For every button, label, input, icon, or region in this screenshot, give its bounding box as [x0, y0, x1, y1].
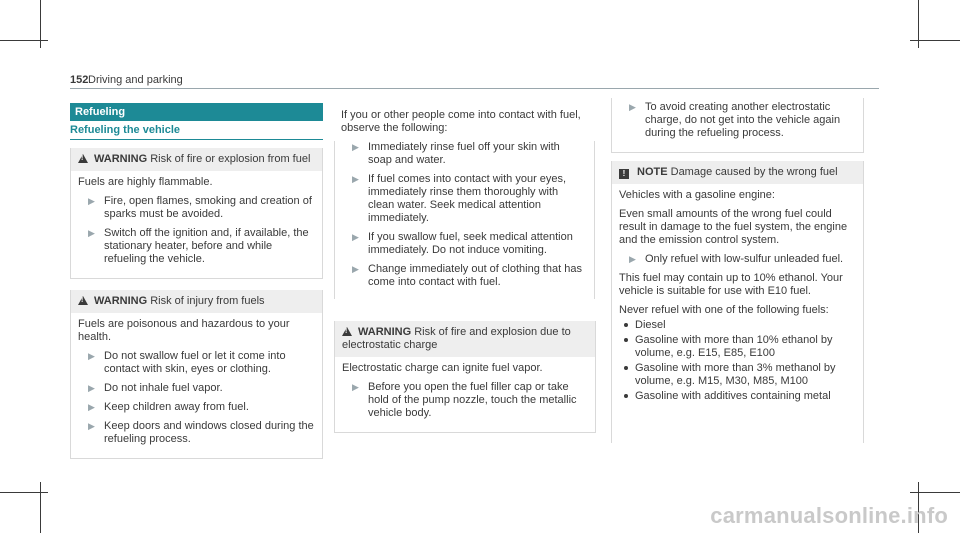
list-item	[78, 227, 314, 266]
arrow-icon: ▶	[88, 351, 95, 361]
list-item	[78, 401, 314, 414]
note-text: Even small amounts of the wrong fuel could result in damage to the fuel system, the engine and the emission control system.	[619, 208, 848, 246]
warning-body	[335, 357, 595, 432]
list-item-text: Gasoline with additives containing metal	[635, 390, 831, 402]
arrow-icon: ▶	[88, 402, 95, 412]
bullet-dot	[624, 338, 628, 342]
arrow-icon: ▶	[352, 174, 359, 184]
list-item-text: Keep doors and windows closed during the refueling process.	[104, 420, 314, 445]
warning-icon	[78, 154, 88, 163]
continued-box	[611, 98, 864, 153]
subtitle-rule	[70, 139, 323, 140]
column-2-text	[341, 109, 595, 299]
warning-icon	[342, 327, 352, 336]
list-item-text: Before you open the fuel filler cap or take hold of the pump nozzle, touch the metallic vehicle body.	[368, 381, 577, 419]
note-body	[612, 184, 863, 411]
bullet-dot	[624, 323, 628, 327]
note-label: NOTE	[637, 166, 668, 178]
list-item-text: Do not inhale fuel vapor.	[104, 382, 223, 394]
crop-mark	[0, 40, 48, 41]
list-item	[342, 263, 586, 289]
arrow-icon: ▶	[88, 383, 95, 393]
note-text: Vehicles with a gasoline engine:	[619, 189, 775, 201]
header-divider	[70, 88, 879, 89]
list-item	[78, 420, 314, 446]
list-item-text: If fuel comes into contact with your eyes, immediately rinse them thoroughly with clean water. Seek medical attention immediately.	[368, 173, 567, 224]
arrow-icon: ▶	[88, 196, 95, 206]
notice-icon: !	[619, 169, 629, 179]
bullet-dot	[624, 366, 628, 370]
instruction-list	[334, 141, 595, 299]
list-item	[78, 350, 314, 376]
list-item	[342, 173, 586, 225]
arrow-icon: ▶	[629, 102, 636, 112]
list-item	[619, 362, 855, 388]
warning-icon	[78, 296, 88, 305]
list-item	[342, 141, 586, 167]
arrow-icon: ▶	[88, 421, 95, 431]
note-header	[612, 161, 863, 184]
note-box	[611, 161, 864, 443]
list-item-text: Keep children away from fuel.	[104, 401, 249, 413]
list-item	[342, 381, 587, 420]
list-item-text: Only refuel with low-sulfur unleaded fuel.	[645, 253, 844, 265]
list-item	[78, 195, 314, 221]
arrow-icon: ▶	[629, 254, 636, 264]
list-item-text: Switch off the ignition and, if available, the stationary heater, before and while refueling the vehicle.	[104, 227, 309, 265]
list-item	[619, 101, 855, 140]
crop-mark	[40, 482, 41, 533]
list-item-text: Fire, open flames, smoking and creation of sparks must be avoided.	[104, 195, 312, 220]
warning-text: Fuels are poisonous and hazardous to your health.	[78, 318, 290, 343]
arrow-icon: ▶	[352, 264, 359, 274]
list-item-text: Diesel	[635, 319, 666, 331]
intro-text: If you or other people come into contact with fuel, observe the following:	[341, 109, 581, 134]
warning-title: Risk of fire or explosion from fuel	[150, 153, 311, 165]
crop-mark	[910, 40, 960, 41]
warning-header	[71, 148, 322, 171]
list-item-text: Gasoline with more than 3% methanol by volume, e.g. M15, M30, M85, M100	[635, 362, 836, 387]
warning-title: Risk of injury from fuels	[150, 295, 265, 307]
bullet-dot	[624, 394, 628, 398]
warning-text: Fuels are highly flammable.	[78, 176, 213, 188]
arrow-icon: ▶	[352, 142, 359, 152]
list-item	[619, 319, 855, 332]
list-item	[619, 334, 855, 360]
page-number: 152	[70, 74, 89, 86]
list-item-text: Gasoline with more than 10% ethanol by volume, e.g. E15, E85, E100	[635, 334, 833, 359]
warning-label: WARNING	[94, 295, 148, 307]
list-item-text: Change immediately out of clothing that has come into contact with fuel.	[368, 263, 583, 288]
list-item	[342, 231, 586, 257]
section-title: Driving and parking	[88, 74, 183, 86]
arrow-icon: ▶	[352, 382, 359, 392]
chapter-bar: Refueling	[70, 103, 323, 121]
section-subtitle: Refueling the vehicle	[70, 124, 181, 136]
list-item-text: Immediately rinse fuel off your skin with soap and water.	[368, 141, 560, 166]
note-text: Never refuel with one of the following fuels:	[619, 304, 829, 316]
arrow-icon: ▶	[88, 228, 95, 238]
warning-header	[71, 290, 322, 313]
watermark: carmanualsonline.info	[710, 503, 948, 528]
crop-mark	[910, 492, 960, 493]
arrow-icon: ▶	[352, 232, 359, 242]
continued-body	[612, 98, 863, 152]
list-item	[619, 390, 855, 403]
warning-text: Electrostatic charge can ignite fuel vapor.	[342, 362, 543, 374]
warning-header	[335, 321, 595, 357]
list-item	[78, 382, 314, 395]
warning-box-electrostatic	[334, 321, 596, 433]
list-item-text: Do not swallow fuel or let it come into contact with skin, eyes or clothing.	[104, 350, 286, 375]
list-item-text: To avoid creating another electrostatic charge, do not get into the vehicle again during the refueling process.	[645, 101, 841, 139]
note-text: This fuel may contain up to 10% ethanol. Your vehicle is suitable for use with E10 fuel.	[619, 272, 843, 297]
warning-body	[71, 171, 322, 278]
warning-label: WARNING	[358, 326, 412, 338]
warning-box-fire	[70, 148, 323, 279]
crop-mark	[0, 492, 48, 493]
warning-label: WARNING	[94, 153, 148, 165]
list-item	[619, 253, 855, 266]
warning-body	[71, 313, 322, 458]
note-title: Damage caused by the wrong fuel	[670, 166, 838, 178]
list-item-text: If you swallow fuel, seek medical attention immediately. Do not induce vomiting.	[368, 231, 573, 256]
warning-title: Risk of fire and explosion due to electrostatic charge	[342, 326, 571, 351]
warning-box-injury	[70, 290, 323, 459]
